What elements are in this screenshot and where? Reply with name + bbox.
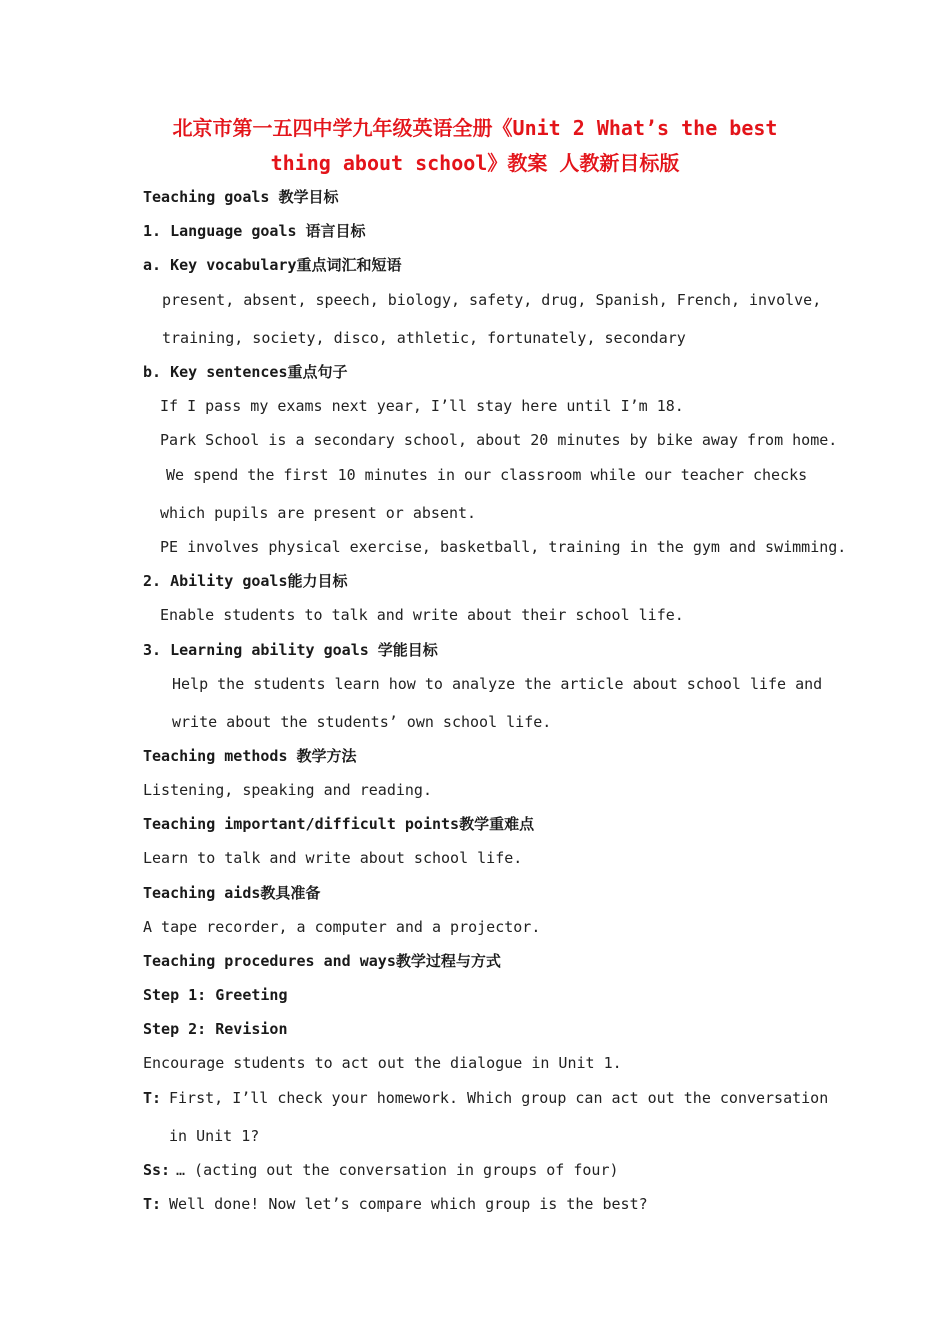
document-title-line-1: 北京市第一五四中学九年级英语全册《Unit 2 What’s the best [172,116,778,140]
teacher-label-1: T: [143,1089,162,1107]
heading-teaching-procedures: Teaching procedures and ways教学过程与方式 [143,952,501,970]
step-2-text: Encourage students to act out the dialogue in Unit 1. [143,1054,622,1072]
step-1-heading: Step 1: Greeting [143,986,288,1004]
learning-ability-line-2: write about the students’ own school life. [172,713,552,731]
ability-goals-text: Enable students to talk and write about their school life. [160,606,684,624]
vocab-line-2: training, society, disco, athletic, fortunately, secondary [162,329,686,347]
heading-learning-ability-goals: 3. Learning ability goals 学能目标 [143,641,438,659]
teacher-label-2: T: [143,1195,162,1213]
heading-ability-goals: 2. Ability goals能力目标 [143,572,348,590]
important-points-text: Learn to talk and write about school life. [143,849,523,867]
heading-important-points: Teaching important/difficult points教学重难点 [143,815,535,833]
teacher-line-1-continued: in Unit 1? [169,1127,260,1145]
vocab-line-1: present, absent, speech, biology, safety, drug, Spanish, French, involve, [162,291,822,309]
heading-teaching-aids: Teaching aids教具准备 [143,884,321,902]
key-sentence-4: PE involves physical exercise, basketball, training in the gym and swimming. [160,538,847,556]
teaching-methods-text: Listening, speaking and reading. [143,781,432,799]
students-line: … (acting out the conversation in groups of four) [176,1161,619,1179]
teacher-line-1: First, I’ll check your homework. Which group can act out the conversation [169,1089,829,1107]
heading-key-vocabulary: a. Key vocabulary重点词汇和短语 [143,256,402,274]
heading-language-goals: 1. Language goals 语言目标 [143,222,366,240]
heading-key-sentences: b. Key sentences重点句子 [143,363,348,381]
document-title-line-2: thing about school》教案 人教新目标版 [270,151,680,175]
key-sentence-3-line-1: We spend the first 10 minutes in our classroom while our teacher checks [166,466,808,484]
heading-teaching-methods: Teaching methods 教学方法 [143,747,357,765]
teaching-aids-text: A tape recorder, a computer and a projector. [143,918,541,936]
key-sentence-3-line-2: which pupils are present or absent. [160,504,477,522]
learning-ability-line-1: Help the students learn how to analyze the article about school life and [172,675,823,693]
key-sentence-1: If I pass my exams next year, I’ll stay here until I’m 18. [160,397,684,415]
step-2-heading: Step 2: Revision [143,1020,288,1038]
heading-teaching-goals: Teaching goals 教学目标 [143,188,339,206]
teacher-line-2: Well done! Now let’s compare which group is the best? [169,1195,648,1213]
students-label: Ss: [143,1161,171,1179]
key-sentence-2: Park School is a secondary school, about 20 minutes by bike away from home. [160,431,838,449]
